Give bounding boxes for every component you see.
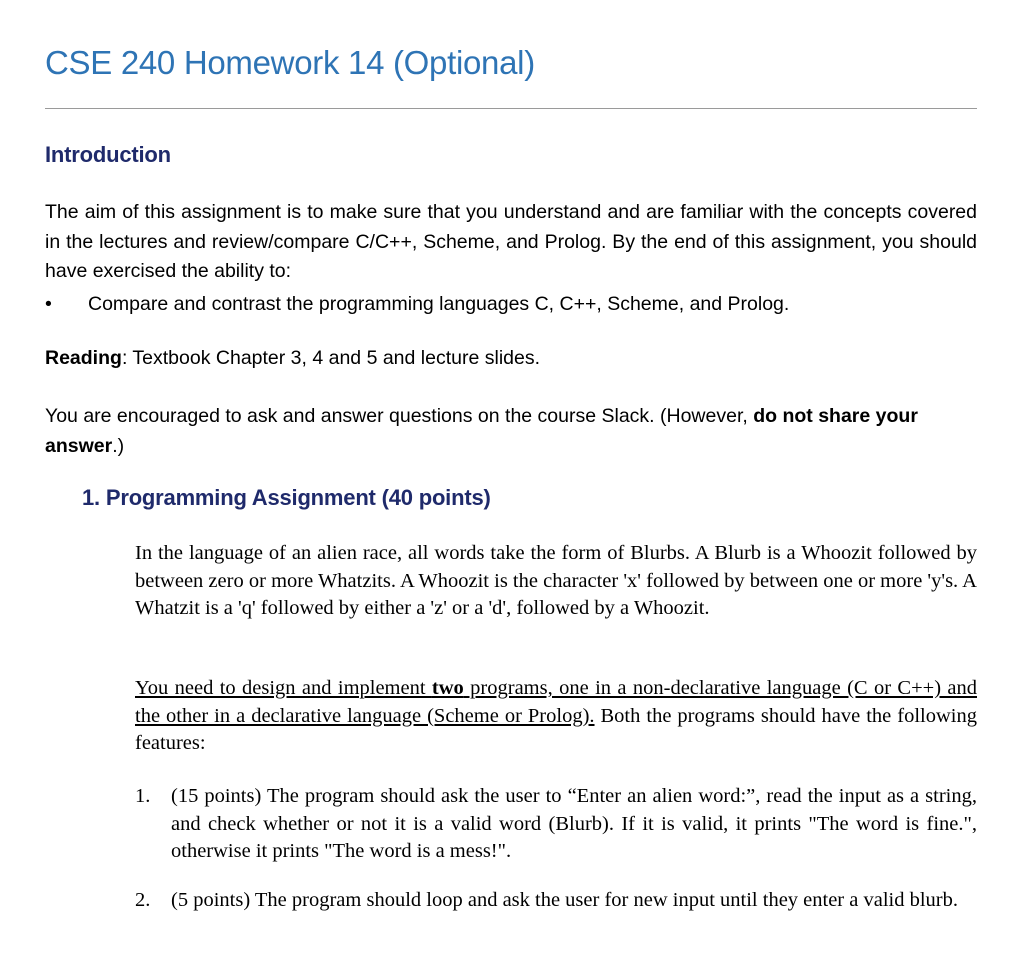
requirement-emphasis: two [431,677,464,699]
reading-text: : Textbook Chapter 3, 4 and 5 and lecture slides. [121,347,541,369]
reading-label: Reading [45,347,122,369]
title-divider [45,108,977,109]
requirement-plain-text: Both the programs should have the following features: [135,704,977,754]
objective-bullet-text: Compare and contrast the programming languages C, C++, Scheme, and Prolog. [88,293,790,315]
slack-note-text: You are encouraged to ask and answer questions on the course Slack. (However, [45,405,754,427]
list-item-number: 2. [135,889,151,911]
list-item-text: (15 points) The program should ask the user to “Enter an alien word:”, read the input as a string, and check whether or not it is a valid word (Blurb). If it is valid, it prints "The word is fine.", otherwise it prints "The word is a mess!". [171,785,977,862]
requirement-paragraph [135,675,977,758]
section-heading-programming-assignment: 1. Programming Assignment (40 points) [82,485,491,510]
list-item-number: 1. [135,785,151,807]
blurb-definition-paragraph: In the language of an alien race, all words take the form of Blurbs. A Blurb is a Whoozit followed by between zero or more Whatzits. A Whoozit is the character 'x' followed by between one or more 'y's. A Whatzit is a 'q' followed by either a 'z' or a 'd', followed by a Whoozit. [135,542,977,619]
requirement-text-part: programs, one in a non-declarative language (C or C++) and the other in a declarative language (Scheme or Prolog). [135,677,977,727]
requirement-text-part: You need to design and implement [135,677,432,699]
list-item-text: (5 points) The program should loop and ask the user for new input until they enter a valid blurb. [171,889,958,911]
reading-line [45,344,977,373]
slack-note [45,401,977,461]
introduction-heading: Introduction [45,142,171,167]
slack-note-warning: do not share your answer [45,405,918,457]
introduction-paragraph: The aim of this assignment is to make sure that you understand and are familiar with the concepts covered in the lectures and review/compare C/C++, Scheme, and Prolog. By the end of this assignment, you should have exercised the ability to: [45,201,977,282]
bullet-icon: • [45,293,52,315]
slack-note-end: .) [112,435,125,457]
page-title: CSE 240 Homework 14 (Optional) [45,44,535,81]
